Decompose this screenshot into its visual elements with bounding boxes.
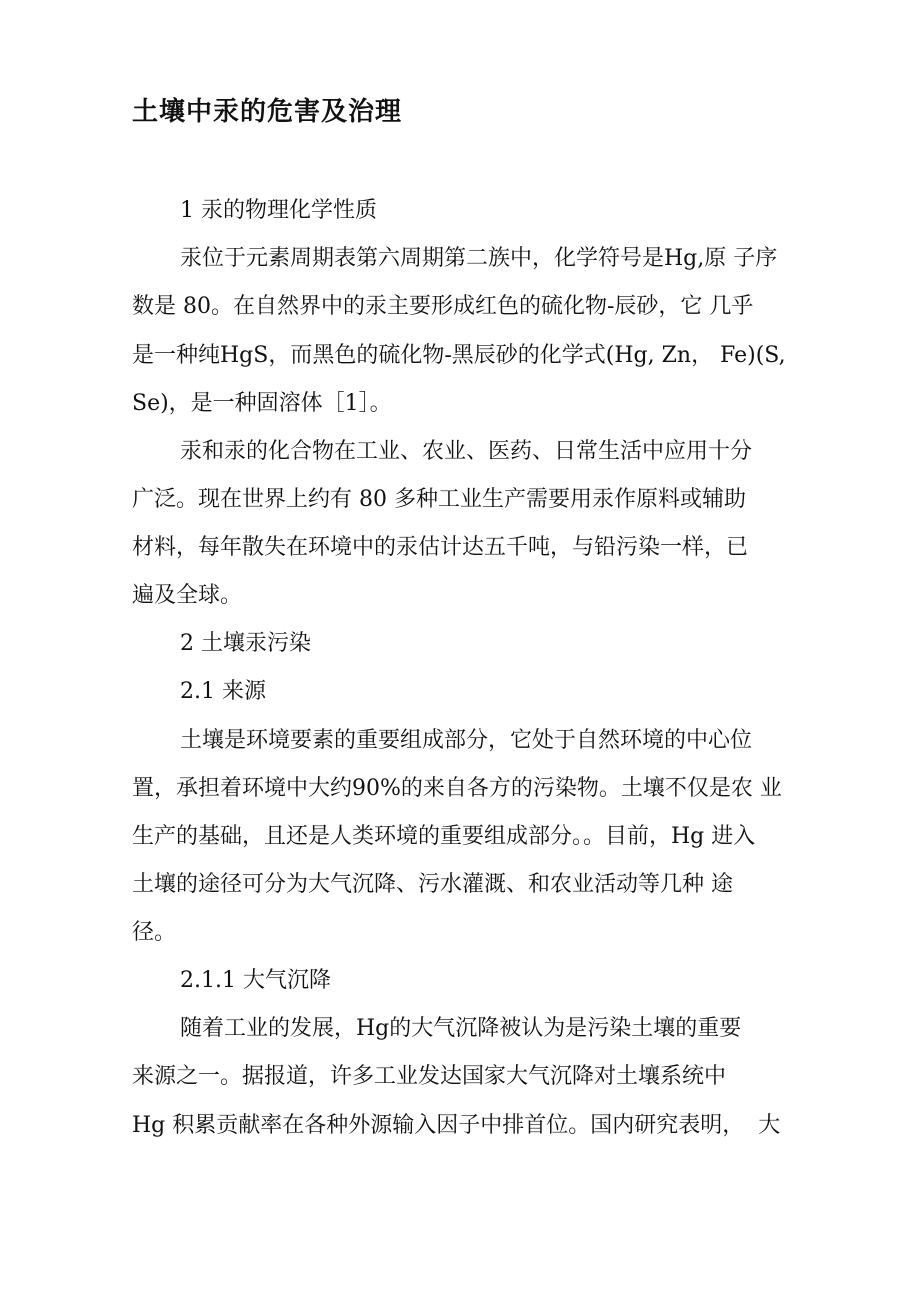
- paragraph-line: Se)，是一种固溶体［1］。: [132, 391, 392, 416]
- paragraph-line: 是一种纯HgS，而黑色的硫化物-黑辰砂的化学式(Hg, Zn， Fe)(S,: [132, 343, 786, 368]
- paragraph-line: 遍及全球。: [132, 583, 243, 608]
- paragraph-line: 数是 80。在自然界中的汞主要形成红色的硫化物-辰砂，它 几乎: [132, 294, 754, 319]
- paragraph-line: 土壤的途径可分为大气沉降、污水灌溉、和农业活动等几种 途: [132, 872, 733, 897]
- heading-section-1: 1 汞的物理化学性质: [180, 198, 377, 223]
- paragraph-line: 汞位于元素周期表第六周期第二族中，化学符号是Hg,原 子序: [180, 246, 778, 271]
- paragraph-line: 置，承担着环境中大约90%的来自各方的污染物。土壤不仅是农 业: [132, 776, 782, 801]
- paragraph-line: 生产的基础，且还是人类环境的重要组成部分。。目前，Hg 进入: [132, 824, 756, 849]
- document-title: 土壤中汞的危害及治理: [132, 97, 403, 127]
- heading-section-2-1-1: 2.1.1 大气沉降: [180, 968, 331, 993]
- paragraph-line: 材料，每年散失在环境中的汞估计达五千吨，与铅污染一样，已: [132, 535, 749, 560]
- paragraph-line: 土壤是环境要素的重要组成部分，它处于自然环境的中心位: [180, 728, 753, 753]
- heading-section-2-1: 2.1 来源: [180, 679, 266, 704]
- heading-section-2: 2 土壤汞污染: [180, 631, 311, 656]
- paragraph-line: 来源之一。据报道，许多工业发达国家大气沉降对土壤系统中: [132, 1064, 727, 1089]
- paragraph-line: Hg 积累贡献率在各种外源输入因子中排首位。国内研究表明， 大: [132, 1113, 781, 1138]
- paragraph-line: 随着工业的发展，Hg的大气沉降被认为是污染土壤的重要: [180, 1016, 742, 1041]
- paragraph-line: 汞和汞的化合物在工业、农业、医药、日常生活中应用十分: [180, 439, 753, 464]
- paragraph-line: 径。: [132, 920, 177, 945]
- paragraph-line: 广泛。现在世界上约有 80 多种工业生产需要用汞作原料或辅助: [132, 487, 746, 512]
